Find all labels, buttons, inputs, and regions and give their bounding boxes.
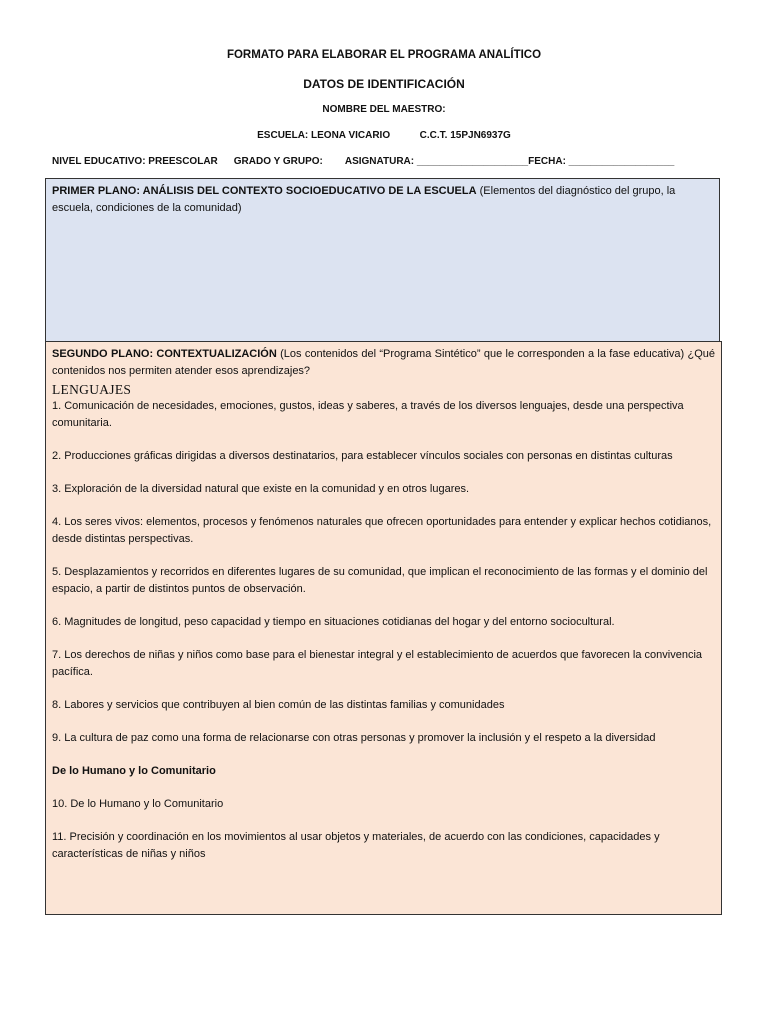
grade-label: GRADO Y GRUPO:: [233, 156, 323, 167]
content-item-10: 10. De lo Humano y lo Comunitario: [52, 798, 224, 810]
primer-plano-description: (Elementos del diagnóstico del grupo, la escuela, condiciones de la comunidad): [52, 185, 676, 214]
segundo-plano-header: [52, 346, 715, 380]
school-label: ESCUELA: LEONA VICARIO: [257, 130, 391, 141]
segundo-plano-box: [45, 341, 722, 915]
section-heading-humano: De lo Humano y lo Comunitario: [52, 765, 216, 777]
content-item-1: 1. Comunicación de necesidades, emociones, gustos, ideas y saberes, a través de los diversos lenguajes, desde una perspectiva comunitaria.: [52, 400, 684, 429]
date-field: FECHA: ___________________: [528, 156, 675, 167]
segundo-plano-description: (Los contenidos del “Programa Sintético” que le corresponden a la fase educativa) ¿Qué contenidos nos permiten atender esos aprendizajes?: [52, 348, 715, 377]
content-item-4: 4. Los seres vivos: elementos, procesos y fenómenos naturales que ofrecen oportunidades para entender y explicar hechos cotidianos, desde distintas perspectivas.: [52, 516, 712, 545]
content-item-9: 9. La cultura de paz como una forma de relacionarse con otras personas y promover la inclusión y el respeto a la diversidad: [52, 732, 656, 744]
segundo-plano-title: SEGUNDO PLANO: CONTEXTUALIZACIÓN: [52, 348, 277, 360]
school-line: [0, 130, 768, 141]
content-item-11: 11. Precisión y coordinación en los movimientos al usar objetos y materiales, de acuerdo con las condiciones, capacidades y características de niñas y niños: [52, 831, 660, 860]
primer-plano-title: PRIMER PLANO: ANÁLISIS DEL CONTEXTO SOCIOEDUCATIVO DE LA ESCUELA: [52, 185, 477, 197]
document-subtitle: DATOS DE IDENTIFICACIÓN: [303, 77, 465, 91]
content-item-6: 6. Magnitudes de longitud, peso capacidad y tiempo en situaciones cotidianas del hogar y del entorno sociocultural.: [52, 616, 615, 628]
subject-field: ASIGNATURA: ____________________: [344, 156, 529, 167]
content-item-7: 7. Los derechos de niñas y niños como base para el bienestar integral y el establecimiento de acuerdos que favorecen la convivencia pacífica.: [52, 649, 703, 678]
content-item-5: 5. Desplazamientos y recorridos en diferentes lugares de su comunidad, que implican el reconocimiento de las formas y el dominio del espacio, a partir de distintos puntos de observación.: [52, 566, 708, 595]
document-title: FORMATO PARA ELABORAR EL PROGRAMA ANALÍTICO: [226, 49, 542, 61]
content-item-8: 8. Labores y servicios que contribuyen al bien común de las distintas familias y comunidades: [52, 699, 505, 711]
field-heading-lenguajes: LENGUAJES: [52, 382, 132, 397]
content-item-2: 2. Producciones gráficas dirigidas a diversos destinatarios, para establecer vínculos sociales con personas en distintas culturas: [52, 450, 673, 462]
teacher-name-label: NOMBRE DEL MAESTRO:: [322, 104, 446, 115]
primer-plano-box: [45, 178, 720, 342]
content-item-3: 3. Exploración de la diversidad natural que existe en la comunidad y en otros lugares.: [52, 483, 470, 495]
identification-row: [52, 156, 722, 167]
cct-label: C.C.T. 15PJN6937G: [419, 130, 511, 141]
level-label: NIVEL EDUCATIVO: PREESCOLAR: [52, 156, 218, 167]
